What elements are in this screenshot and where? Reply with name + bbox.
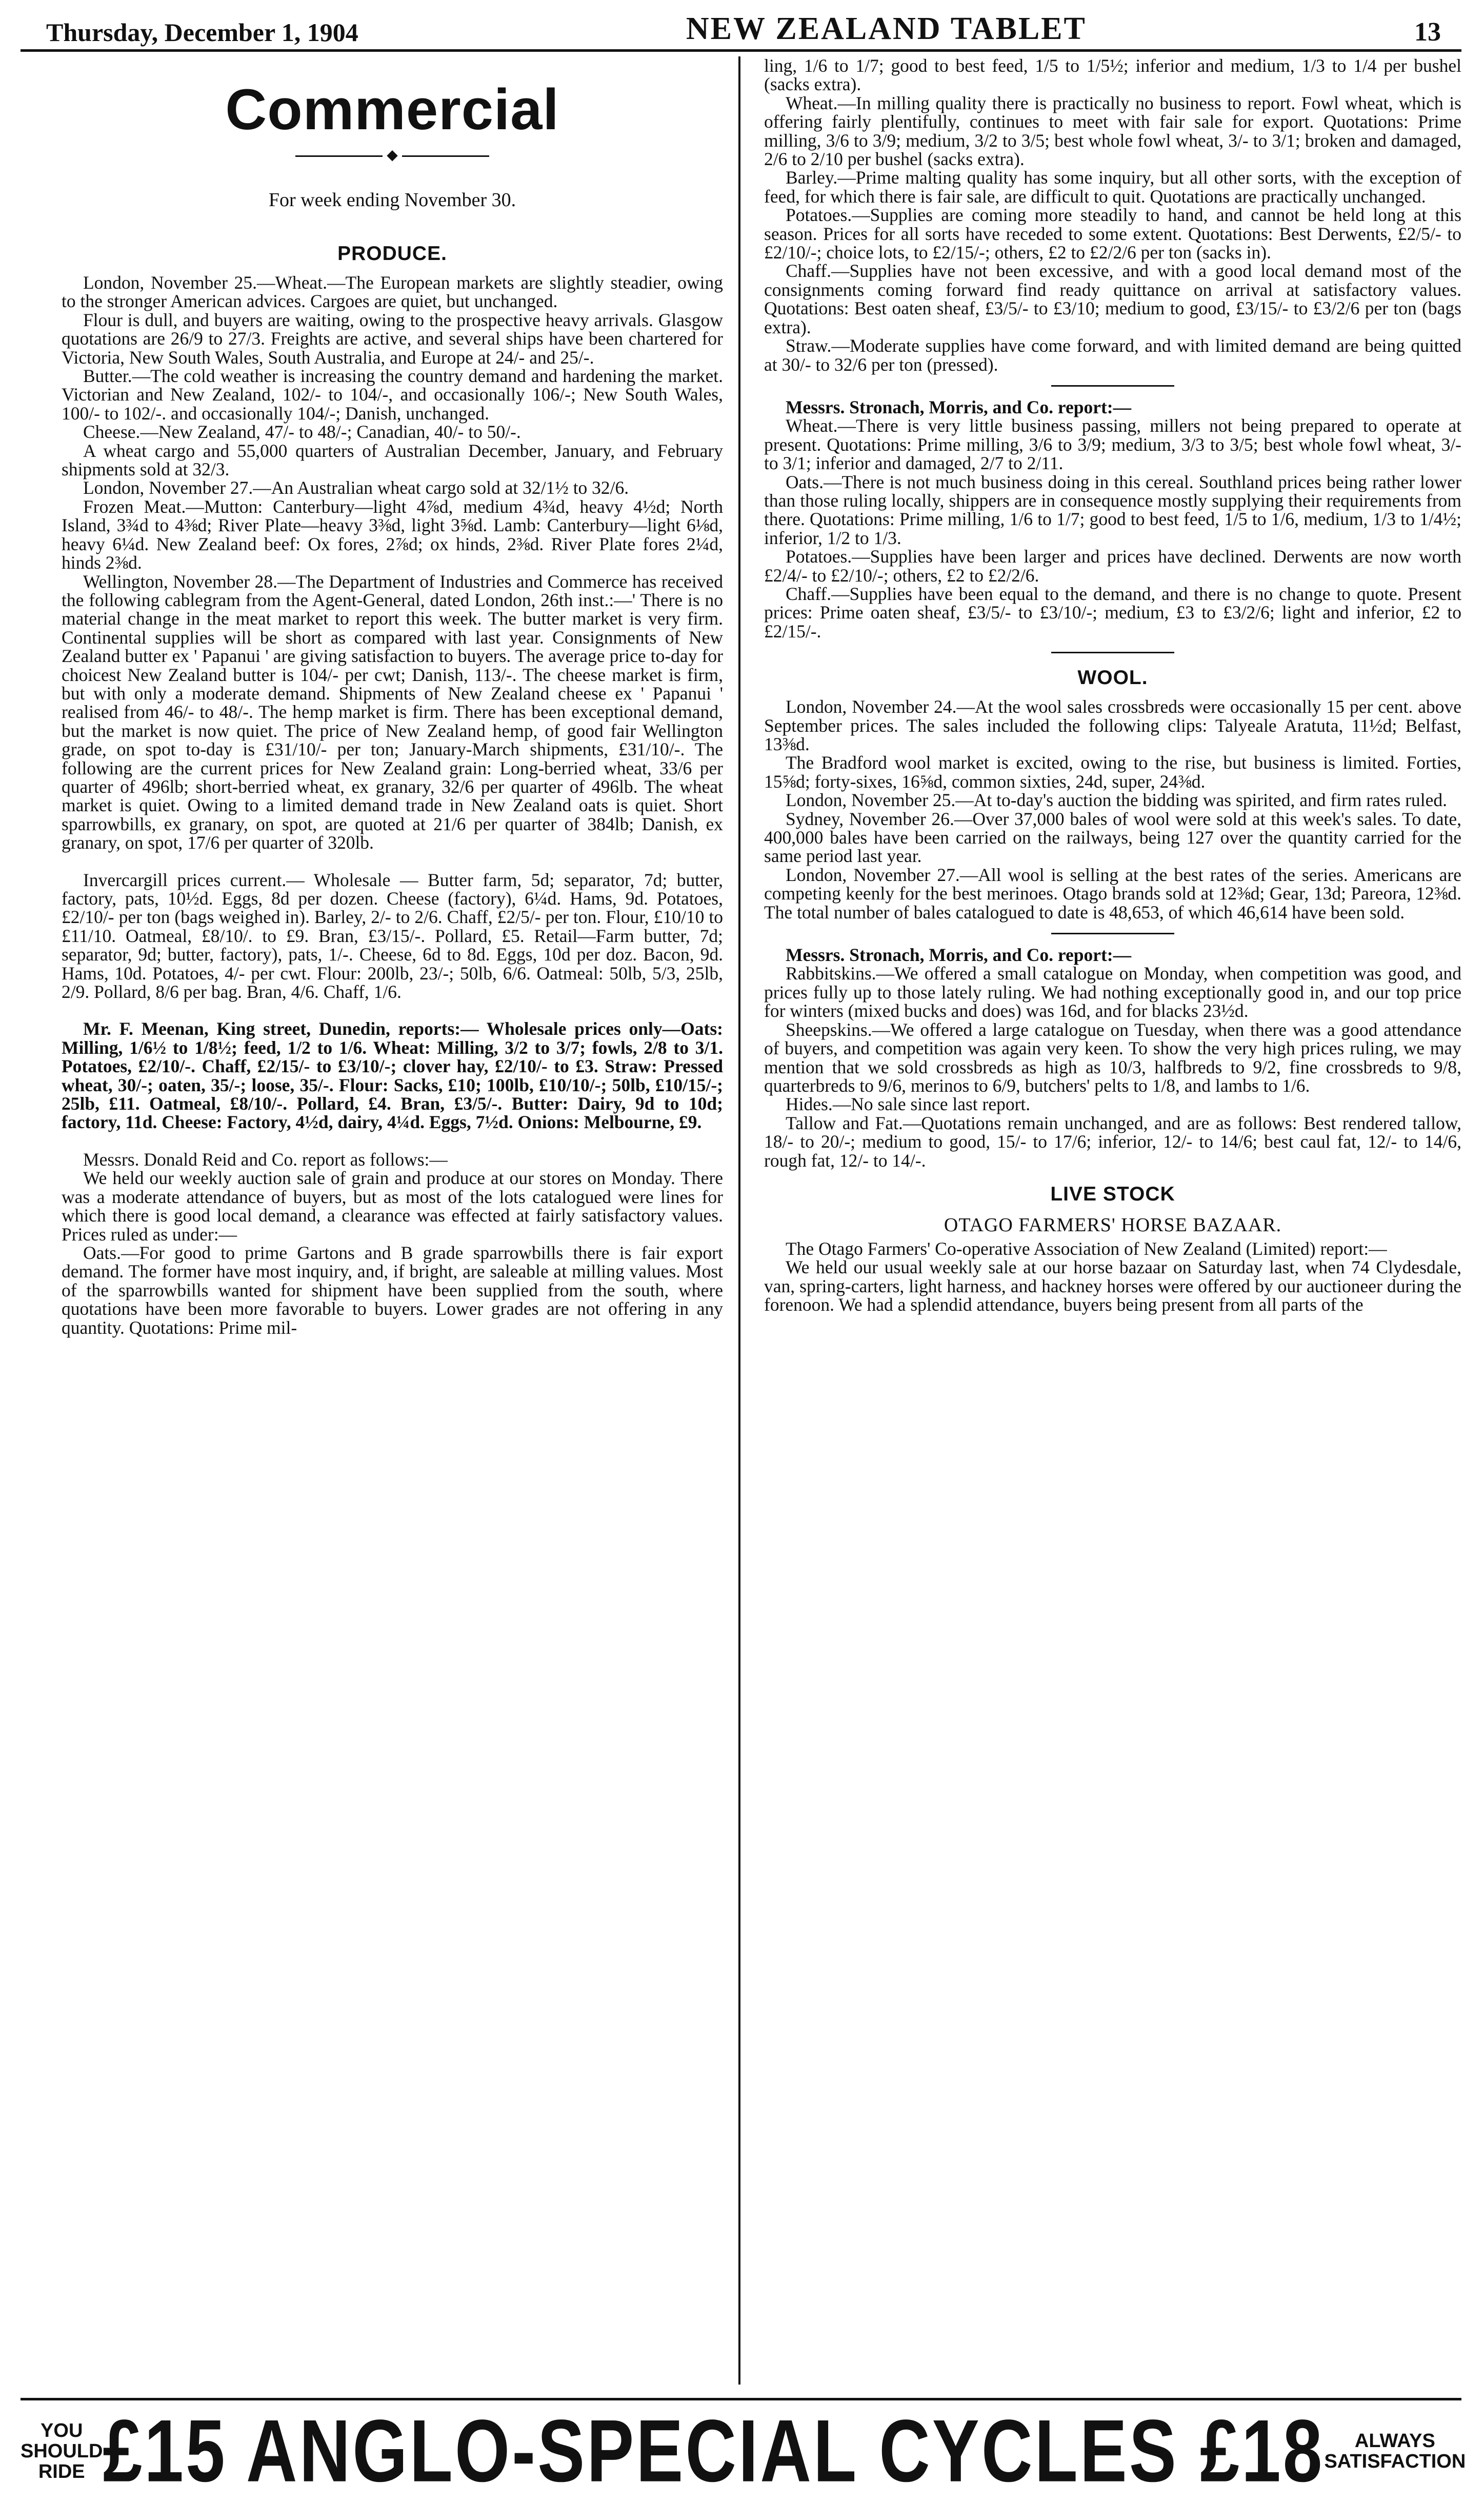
article-paragraph: The Otago Farmers' Co-operative Association of New Zealand (Limited) report:— <box>786 1238 1387 1259</box>
article-paragraph: Barley.—Prime malting quality has some inquiry, but all other sorts, with the exception of feed, for which there is fair sale, are difficult to quit. Quotations are practically unchanged. <box>764 167 1461 207</box>
title-ornament: ◆ <box>62 145 723 166</box>
right-column <box>764 56 1461 2385</box>
page-number: 13 <box>1414 17 1441 47</box>
masthead <box>46 9 1441 47</box>
ad-right-text: ALWAYS SATISFACTION <box>1324 2430 1466 2472</box>
article-paragraph: Potatoes.—Supplies have been larger and prices have declined. Derwents are now worth £2/4/- to £2/10/-; others, £2 to £2/2/6. <box>764 546 1461 586</box>
article-paragraph: We held our usual weekly sale at our horse bazaar on Saturday last, when 74 Clydesdale, van, spring-carters, light harness, and hackney horses were offered by our auctioneer during the forenoon. We had a splendid attendance, buyers being present from all parts of the <box>764 1257 1461 1315</box>
article-paragraph: Oats.—There is not much business doing in this cereal. Southland prices being rather lower than those ruling locally, shippers are in consequence mostly supplying their requirements from there. Quotations: Prime milling, 1/6 to 1/7; good to best feed, 1/5 to 1/6, medium, 1/3 to 1/4½; inferior, 1/2 to 1/3. <box>764 471 1461 548</box>
article-paragraph: London, November 27.—An Australian wheat cargo sold at 32/1½ to 32/6. <box>83 477 629 498</box>
separator-rule <box>1051 385 1174 387</box>
article-paragraph: Wheat.—There is very little business passing, millers not being prepared to operate at present. Quotations: Prime milling, 3/6 to 3/9; medium, 3/3 to 3/5; best whole fowl wheat, 3/- to 3/1; inferior and damaged, 2/7 to 2/11. <box>764 415 1461 474</box>
ad-headline: £15 ANGLO-SPECIAL CYCLES £18 <box>103 2401 1325 2500</box>
article-paragraph: London, November 25.—Wheat.—The European markets are slightly steadier, owing to the stronger American advices. Cargoes are quiet, but unchanged. <box>62 272 723 312</box>
article-paragraph: London, November 25.—At to-day's auction the bidding was spirited, and firm rates ruled. <box>786 790 1448 811</box>
separator-rule <box>1051 933 1174 934</box>
report-heading: Messrs. Stronach, Morris, and Co. report:— <box>786 945 1132 966</box>
ad-left-text: YOU SHOULD RIDE <box>21 2420 103 2482</box>
article-paragraph: Wellington, November 28.—The Department of Industries and Commerce has received the following cablegram from the Agent-General, dated London, 26th inst.:—' There is no material change in the meat market to report this week. The butter market is very firm. Continental supplies will be short as compared with last year. Consignments of New Zealand butter ex ' Papanui ' are giving satisfaction to buyers. The average price to-day for choicest New Zealand butter is 104/- per cwt; Danish, 113/-. The cheese market is firm, but with only a moderate demand. Shipments of New Zealand cheese ex ' Papanui ' realised from 46/- to 48/-. The hemp market is firm. There has been exceptional demand, but the market is now quiet. The price of New Zealand hemp, of good fair Wellington grade, on spot to-day is £31/10/- per ton; January-March shipments, £31/10/-. The following are the current prices for New Zealand grain: Long-berried wheat, 33/6 per quarter of 496lb; short-berried wheat, ex granary, 32/6 per quarter of 496lb. The wheat market is quiet. Owing to a limited demand trade in New Zealand oats is quiet. Short sparrowbills, ex granary, on spot, are quoted at 21/6 per quarter of 384lb; Danish, ex granary, on spot, 17/6 per quarter of 320lb. <box>62 571 723 853</box>
article-paragraph: The Bradford wool market is excited, owing to the rise, but business is limited. Forties, 15⅝d; forty-sixes, 16⅝d, common sixties, 24d, super, 24⅜d. <box>764 752 1461 792</box>
article-paragraph: Sydney, November 26.—Over 37,000 bales of wool were sold at this week's sales. To date, 400,000 bales have been carried on the railways, being 127 over the quantity carried for the same period last year. <box>764 808 1461 867</box>
newspaper-title: NEW ZEALAND TABLET <box>686 11 1087 46</box>
article-paragraph: We held our weekly auction sale of grain and produce at our stores on Monday. There was a moderate attendance of buyers, but as most of the lots catalogued were lines for which there is good local demand, a clearance was effected at fairly satisfactory values. Prices ruled as under:— <box>62 1168 723 1245</box>
masthead-rule <box>21 49 1461 52</box>
article-paragraph: Tallow and Fat.—Quotations remain unchanged, and are as follows: Best rendered tallow, 18/- to 20/-; medium to good, 15/- to 17/6; inferior, 12/- to 14/6; best caul fat, 12/- to 14/6, rough fat, 12/- to 14/-. <box>764 1112 1461 1171</box>
section-title: Commercial <box>225 77 559 142</box>
article-paragraph: London, November 27.—All wool is selling at the best rates of the series. Americans are competing keenly for the best merinoes. Otago brands sold at 12⅜d; Gear, 13d; Pareora, 12⅜d. The total number of bales catalogued to date is 48,653, of which 46,614 have been sold. <box>764 864 1461 923</box>
article-paragraph: Frozen Meat.—Mutton: Canterbury—light 4⅞d, medium 4¾d, heavy 4½d; North Island, 3¾d to 4⅜d; River Plate—heavy 3⅜d, light 3⅝d. Lamb: Canterbury—light 6⅛d, heavy 6¼d. New Zealand beef: Ox fores, 2⅞d; ox hinds, 2⅜d. River Plate fores 2¼d, hinds 2⅜d. <box>62 496 723 573</box>
article-paragraph: Rabbitskins.—We offered a small catalogue on Monday, when competition was good, and prices fully up to those lately ruling. We had nothing exceptionally good in, and our top price for winters (mixed bucks and does) was 16d, and for blacks 23½d. <box>764 963 1461 1022</box>
livestock-heading: LIVE STOCK <box>1050 1183 1175 1205</box>
article-paragraph: Chaff.—Supplies have been equal to the demand, and there is no change to quote. Present prices: Prime oaten sheaf, £3/5/- to £3/10/-; medium, £3 to £3/2/6; light and inferior, £2 to £2/15/-. <box>764 583 1461 642</box>
article-paragraph: Cheese.—New Zealand, 47/- to 48/-; Canadian, 40/- to 50/-. <box>83 422 521 443</box>
article-paragraph: Straw.—Moderate supplies have come forward, and with limited demand are being quitted at 30/- to 32/6 per ton (pressed). <box>764 335 1461 375</box>
issue-date: Thursday, December 1, 1904 <box>46 18 358 47</box>
article-paragraph: A wheat cargo and 55,000 quarters of Australian December, January, and February shipments sold at 32/3. <box>62 440 723 480</box>
article-paragraph: Mr. F. Meenan, King street, Dunedin, reports:— Wholesale prices only—Oats: Milling, 1/6½ to 1/8½; feed, 1/2 to 1/6. Wheat: Milling, 3/2 to 3/7; fowls, 2/8 to 3/1. Potatoes, £2/10/-. Chaff, £2/15/- to £3/10/-; clover hay, £2/10/- to £3. Straw: Pressed wheat, 30/-; oaten, 35/-; loose, 35/-. Flour: Sacks, £10; 100lb, £10/10/-; 50lb, £10/15/-; 25lb, £11. Oatmeal, £8/10/-. Pollard, £4. Bran, £3/5/-. Butter: Dairy, 9d to 10d; factory, 11d. Cheese: Factory, 4½d, dairy, 4¼d. Eggs, 7½d. Onions: Melbourne, £9. <box>62 1018 723 1133</box>
footer-advertisement <box>21 2401 1466 2500</box>
separator-rule <box>1051 652 1174 653</box>
report-heading: Messrs. Stronach, Morris, and Co. report:— <box>786 396 1132 417</box>
produce-heading: PRODUCE. <box>337 243 447 265</box>
section-subtitle: For week ending November 30. <box>268 189 516 211</box>
report-heading: Messrs. Donald Reid and Co. report as follows:— <box>83 1149 448 1170</box>
wool-heading: WOOL. <box>1077 667 1148 689</box>
article-paragraph: Wheat.—In milling quality there is practically no business to report. Fowl wheat, which is offering fairly plentifully, continues to meet with fair sale for export. Quotations: Prime milling, 3/6 to 3/9; medium, 3/2 to 3/5; best whole fowl wheat, 3/- to 3/1; broken and damaged, 2/6 to 2/10 per bushel (sacks extra). <box>764 92 1461 170</box>
article-paragraph: London, November 24.—At the wool sales crossbreds were occasionally 15 per cent. above September prices. The sales included the following clips: Talyeale Aratuta, 11½d; Belfast, 13⅜d. <box>764 696 1461 754</box>
column-divider <box>738 56 740 2385</box>
article-paragraph: Sheepskins.—We offered a large catalogue on Tuesday, when there was a good attendance of buyers, and competition was again very keen. To show the very high prices ruling, we may mention that we sold crossbreds as high as 10/3, halfbreds to 9/2, fine crossbreds to 9/8, quarterbreds to 9/6, merinos to 6/9, butchers' pelts to 1/8, and lambs to 1/6. <box>764 1019 1461 1096</box>
article-paragraph: Invercargill prices current.— Wholesale — Butter farm, 5d; separator, 7d; butter, factory, pats, 10½d. Eggs, 8d per dozen. Cheese (factory), 6¼d. Hams, 9d. Potatoes, £2/10/- per ton (bags weighed in). Barley, 2/- to 2/6. Chaff, £2/5/- per ton. Flour, £10/10 to £11/10. Oatmeal, £8/10/. to £9. Bran, £3/15/-. Pollard, £5. Retail—Farm butter, 7d; separator, 9d; butter, factory), pats, 1/-. Cheese, 6d to 8d. Eggs, 10d per doz. Bacon, 9d. Hams, 10d. Potatoes, 4/- per cwt. Flour: 200lb, 23/-; 50lb, 6/6. Oatmeal: 50lb, 5/3, 25lb, 2/9. Pollard, 8/6 per bag. Bran, 4/6. Chaff, 1/6. <box>62 869 723 1003</box>
article-paragraph: Flour is dull, and buyers are waiting, owing to the prospective heavy arrivals. Glasgow quotations are 26/9 to 27/3. Freights are active, and several ships have been chartered for Victoria, New South Wales, South Australia, and Europe at 24/- and 25/-. <box>62 309 723 368</box>
article-paragraph: ling, 1/6 to 1/7; good to best feed, 1/5 to 1/5½; inferior and medium, 1/3 to 1/4 per bushel (sacks extra). <box>764 56 1461 95</box>
article-paragraph: Oats.—For good to prime Gartons and B grade sparrowbills there is fair export demand. The former have most inquiry, and, if bright, are saleable at milling values. Most of the sparrowbills wanted for shipment have been supplied from the south, where quotations have been more favorable to buyers. Lower grades are not offering in any quantity. Quotations: Prime mil- <box>62 1242 723 1338</box>
article-paragraph: Butter.—The cold weather is increasing the country demand and hardening the market. Victorian and New Zealand, 102/- to 104/-, and occasionally 106/-; New South Wales, 100/- to 102/-. and occasionally 104/-; Danish, unchanged. <box>62 366 723 424</box>
article-paragraph: Potatoes.—Supplies are coming more steadily to hand, and cannot be held long at this season. Prices for all sorts have receded to some extent. Quotations: Best Derwents, £2/5/- to £2/10/-; choice lots, to £2/15/-; others, £2 to £2/2/6 per ton (sacks in). <box>764 205 1461 263</box>
bazaar-heading: OTAGO FARMERS' HORSE BAZAAR. <box>944 1214 1282 1236</box>
left-column <box>62 56 723 2385</box>
article-paragraph: Hides.—No sale since last report. <box>786 1094 1031 1115</box>
article-paragraph: Chaff.—Supplies have not been excessive, and with a good local demand most of the consignments coming forward find ready quittance on arrival at satisfactory values. Quotations: Best oaten sheaf, £3/5/- to £3/10; medium to good, £3/15/- to £3/2/6 per ton (bags extra). <box>764 261 1461 337</box>
